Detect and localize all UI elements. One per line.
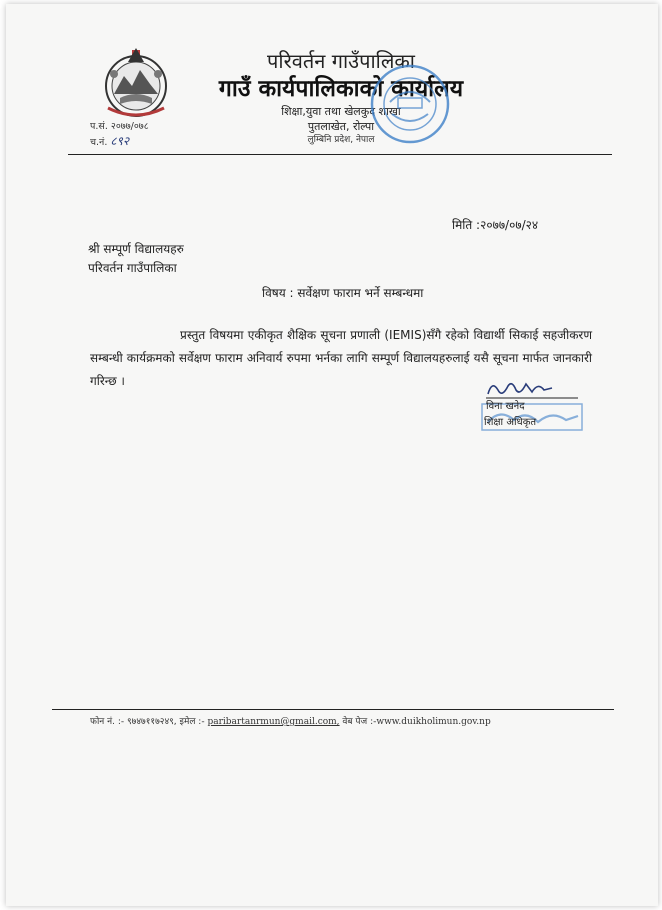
signatory-name: विना खनेद [486,401,525,412]
government-emblem-icon [100,46,172,122]
signatory-title: शिक्षा अधिकृत [484,417,537,428]
dispatch-number-label: च.नं. [90,137,108,148]
letterhead [176,48,506,147]
letter-subject: विषय : सर्वेक्षण फाराम भर्ने सम्बन्धमा [262,286,424,300]
letter-footer [90,714,610,727]
footer-divider [52,709,614,710]
fiscal-year-value: २०७७/०७८ [110,121,149,132]
website-link[interactable]: www.duikholimun.gov.np [376,717,491,727]
date-value: २०७७/०७/२४ [480,218,539,232]
office-address: पुतलाखेत, रोल्पा [307,120,375,133]
phone-number: ९७४७११७२४९, [127,717,177,727]
fiscal-year-label: प.सं. [90,121,108,132]
recipient-line-2: परिवर्तन गाउँपालिका [88,261,177,275]
recipient-block [88,240,184,278]
letter-date [452,216,538,233]
office-title: गाउँ कार्यपालिकाको कार्यालय [218,76,464,102]
dispatch-number-line [90,134,149,150]
web-label: वेब पेज :- [342,717,377,727]
email-link[interactable]: paribartanrmun@gmail.com, [207,717,340,727]
fiscal-year-line [90,120,149,134]
department-name: शिक्षा,युवा तथा खेलकुद शाखा [281,105,401,118]
letter-page [6,4,658,906]
recipient-line-1: श्री सम्पूर्ण विद्यालयहरु [88,242,184,256]
reference-block [90,120,149,150]
email-label: इमेल :- [179,717,205,727]
dispatch-number-value: ८९२ [110,134,130,148]
municipality-name: परिवर्तन गाउँपालिका [267,49,415,73]
header-divider [68,154,612,155]
phone-label: फोन नं. :- [90,717,125,727]
office-seal-stamp [368,62,452,146]
letter-body: प्रस्तुत विषयमा एकीकृत शैक्षिक सूचना प्रणाली (IEMIS)सँगै रहेको विद्यार्थी सिकाई सहजीकरण सम्बन्धी कार्यक्रमको सर्वेक्षण फाराम अनिवार्य रुपमा भर्नका लागि सम्पूर्ण विद्यालयहरुलाई यसै सूचना मार्फत जानकारी गरिन्छ । [90,328,592,388]
date-label: मिति : [452,218,481,232]
office-province: लुम्बिनि प्रदेश, नेपाल [307,135,375,145]
